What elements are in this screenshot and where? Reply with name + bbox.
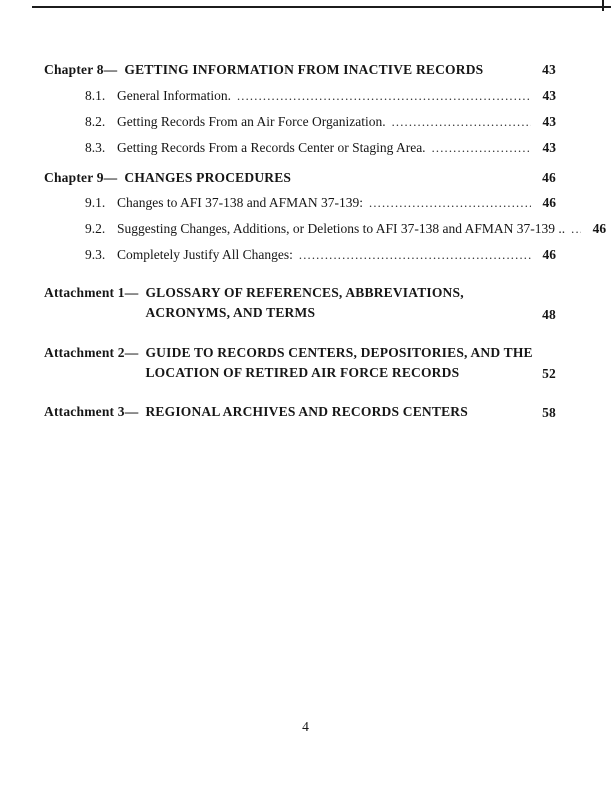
entry-label: 8.2.: [85, 113, 106, 129]
page-ref: 52: [542, 366, 556, 382]
page-ref: 43: [542, 87, 556, 103]
entry-label: 8.3.: [85, 139, 106, 155]
page-ref: 58: [542, 405, 556, 421]
entry-label: 9.1.: [85, 195, 106, 211]
entry-label: 8.1.: [85, 87, 106, 103]
toc-section-entry: [44, 221, 607, 238]
page-ref: 46: [542, 169, 556, 185]
page-ref: 43: [542, 62, 556, 77]
toc-attachment-entry: [44, 343, 556, 384]
page-ref: 48: [542, 306, 556, 322]
page-ref: 46: [592, 221, 607, 237]
page-ref: 43: [542, 139, 556, 155]
entry-title: Suggesting Changes, Additions, or Deletions to AFI 37-138 and AFMAN 37-139 ..: [117, 221, 566, 237]
entry-label: Attachment 2—: [44, 344, 139, 360]
entry-title: Getting Records From a Records Center or Staging Area.: [117, 139, 426, 155]
page-ref: 46: [542, 195, 556, 211]
page-ref: 43: [542, 113, 556, 129]
entry-label: 9.3.: [85, 247, 106, 263]
dot-leader: [299, 247, 531, 264]
page-number: 4: [302, 719, 309, 734]
entry-title: Changes to AFI 37-138 and AFMAN 37-139:: [117, 195, 363, 211]
dot-leader: [237, 88, 531, 105]
toc-chapter-entry: [44, 170, 556, 187]
toc-chapter-entry: [44, 62, 556, 79]
toc-section-entry: [44, 247, 556, 264]
entry-label: Attachment 3—: [44, 404, 139, 419]
page-ref: 46: [542, 247, 556, 263]
entry-title: CHANGES PROCEDURES: [124, 169, 292, 185]
entry-title: GLOSSARY OF REFERENCES, ABBREVIATIONS, ACRONYMS, AND TERMS: [145, 285, 464, 321]
toc-section-entry: [44, 88, 556, 105]
toc-section-entry: [44, 140, 556, 157]
dot-leader: [369, 195, 531, 212]
dot-leader: [571, 221, 581, 238]
scan-artifact-right-tick: [602, 0, 604, 11]
entry-label: Chapter 9—: [44, 169, 118, 185]
footer: [0, 719, 611, 735]
entry-label: Chapter 8—: [44, 62, 118, 77]
entry-label: 9.2.: [85, 221, 106, 237]
entry-title: Getting Records From an Air Force Organization.: [117, 113, 386, 129]
entry-label: Attachment 1—: [44, 285, 139, 300]
entry-title: GUIDE TO RECORDS CENTERS, DEPOSITORIES, AND THE LOCATION OF RETIRED AIR FORCE RECORDS: [145, 344, 533, 380]
entry-title: GETTING INFORMATION FROM INACTIVE RECORDS: [124, 62, 484, 77]
entry-title: General Information.: [117, 87, 231, 103]
entry-title: REGIONAL ARCHIVES AND RECORDS CENTERS: [145, 404, 468, 419]
dot-leader: [392, 114, 531, 131]
toc-section-entry: [44, 195, 556, 212]
entry-title: Completely Justify All Changes:: [117, 247, 293, 263]
dot-leader: [432, 140, 531, 157]
toc-section-entry: [44, 114, 556, 131]
toc-attachment-entry: [44, 283, 556, 324]
toc-attachment-entry: [44, 402, 556, 422]
scan-artifact-top-line: [32, 6, 611, 8]
